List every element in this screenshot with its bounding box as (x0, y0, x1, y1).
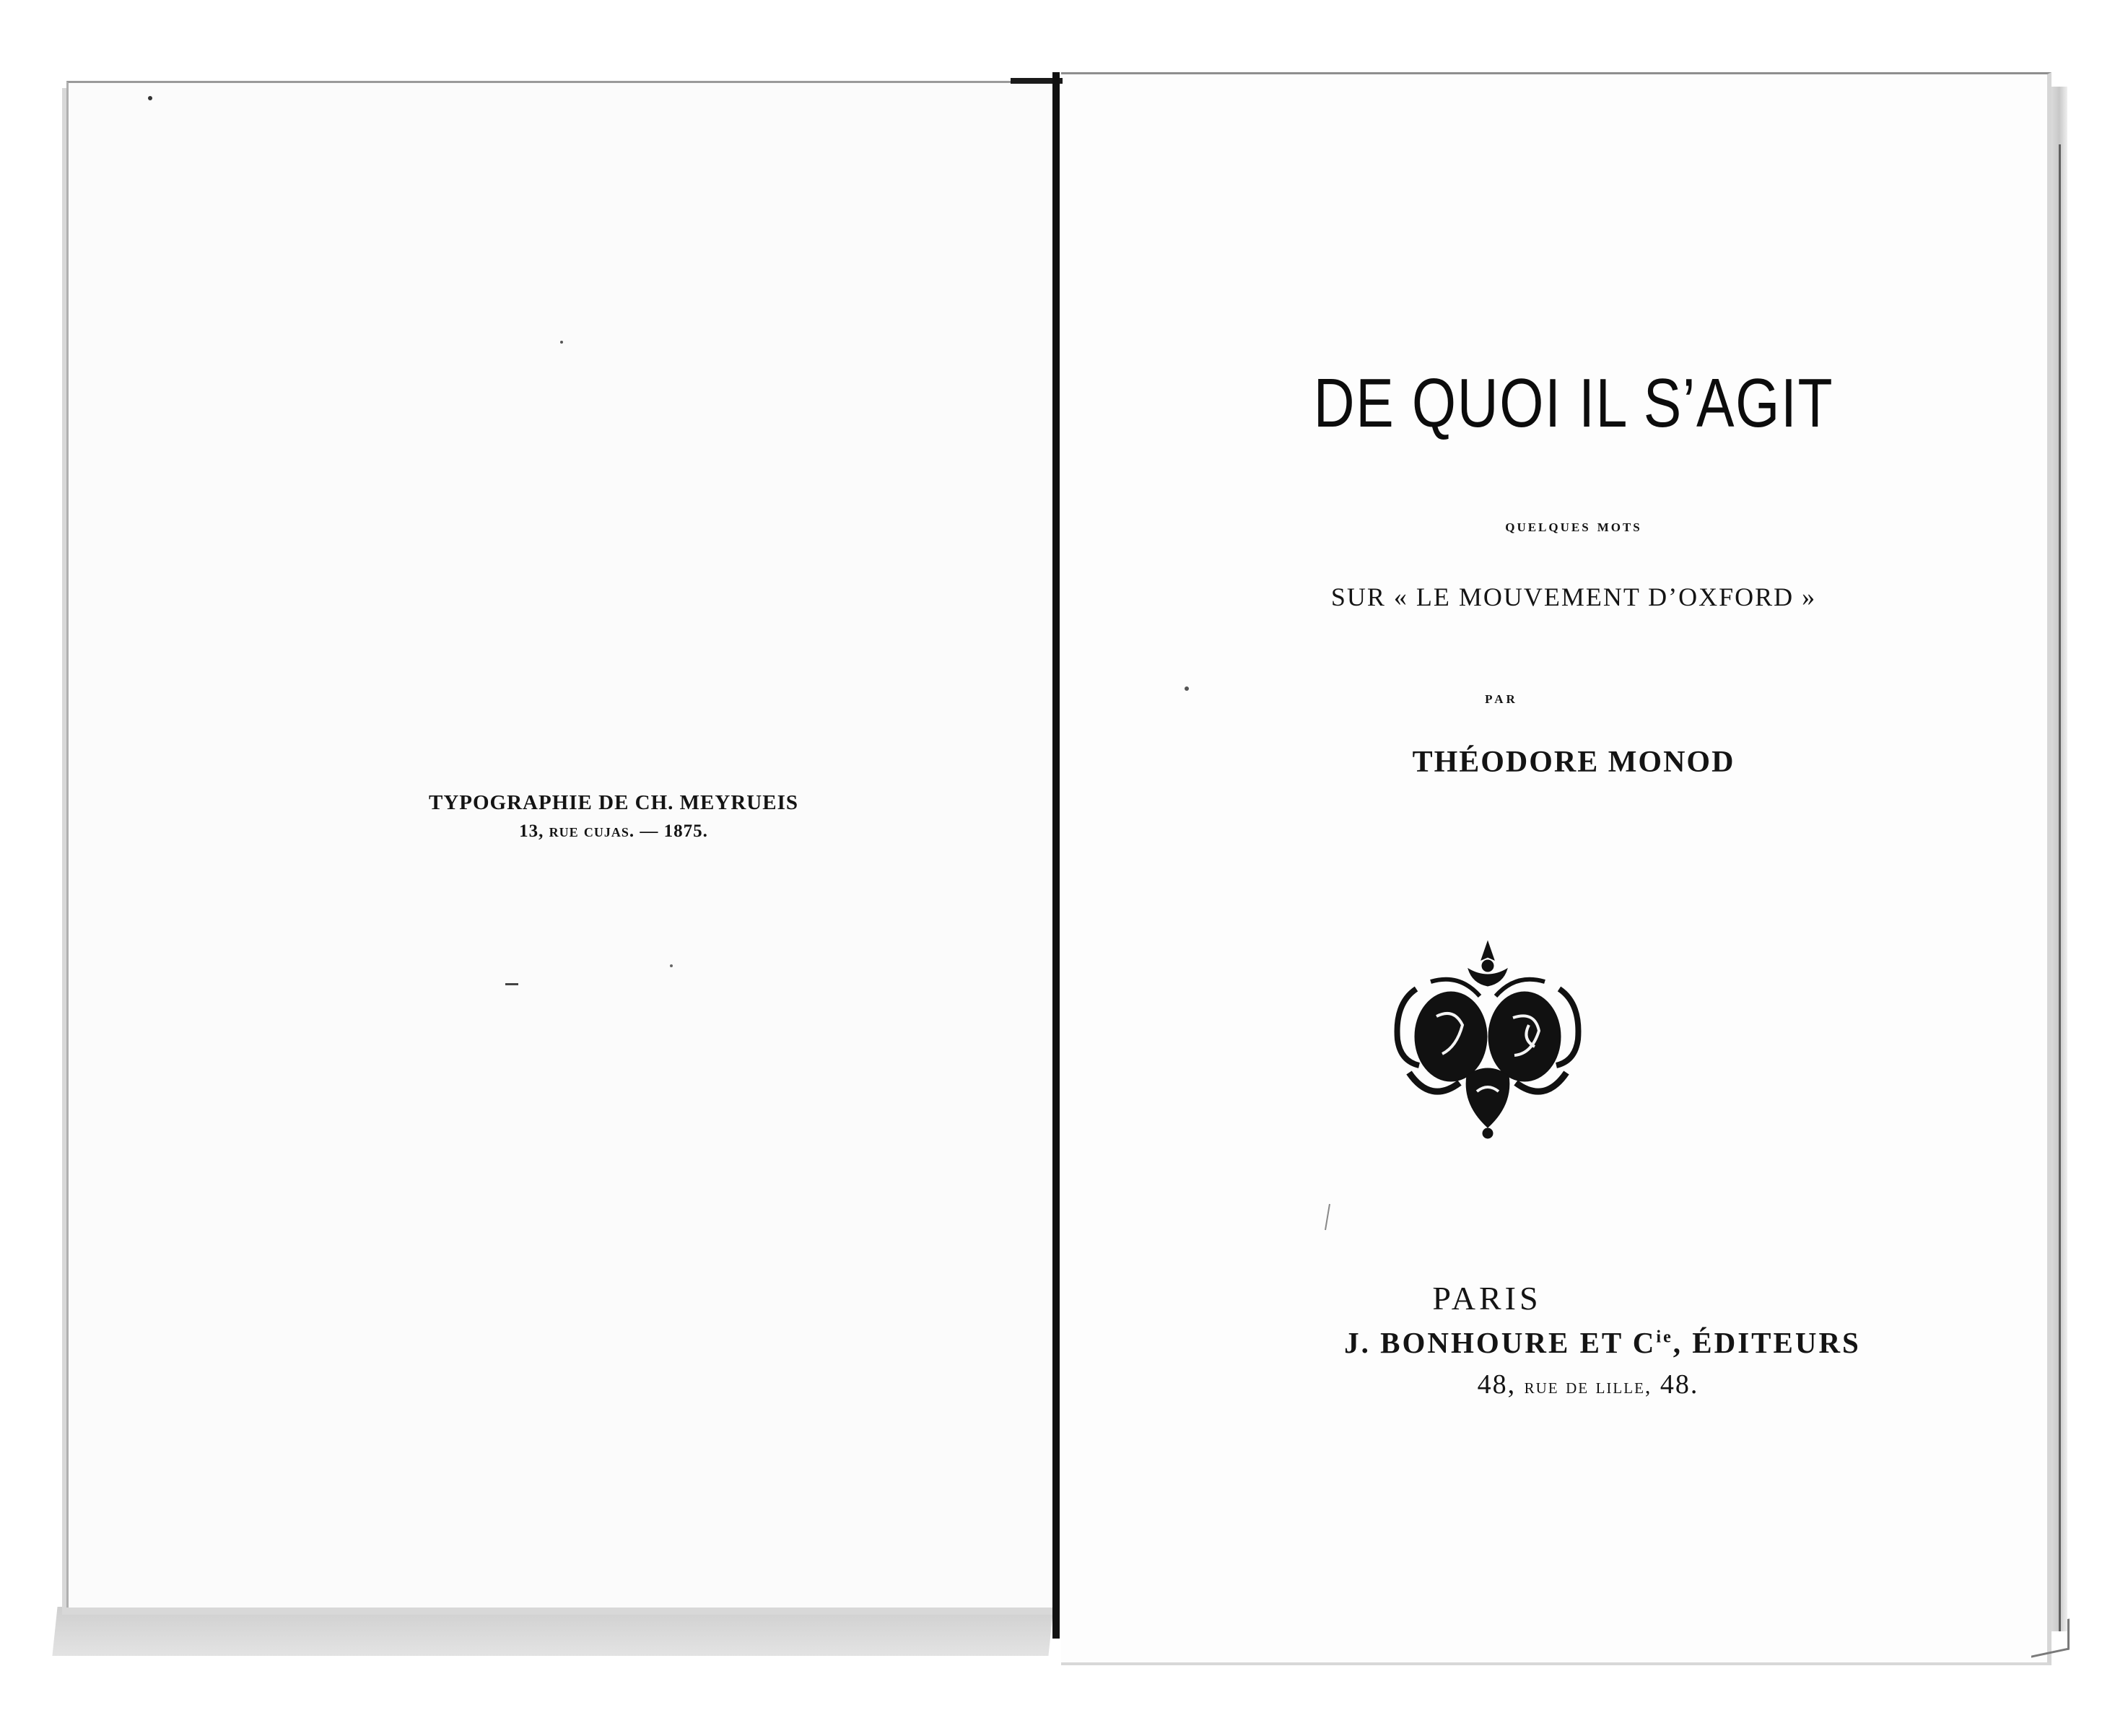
subtitle-line-1: quelques mots (1505, 517, 1642, 536)
address-street: rue de lille, (1524, 1374, 1652, 1398)
address-number-start: 48, (1477, 1369, 1517, 1400)
publisher-name-suffix: , ÉDITEURS (1673, 1326, 1861, 1359)
book-title: DE QUOI IL S’AGIT (1313, 365, 1834, 442)
publisher-name-main: J. BONHOURE ET C (1344, 1326, 1657, 1359)
imprint-city: PARIS (1432, 1280, 1542, 1317)
by-word: par (1485, 689, 1518, 707)
address-number-end: 48. (1660, 1369, 1699, 1400)
subtitle-line-2: SUR « LE MOUVEMENT D’OXFORD » (1330, 583, 1817, 611)
imprint-address-year: 13, rue cujas. — 1875. (519, 821, 708, 841)
author-name: THÉODORE MONOD (1412, 746, 1735, 779)
publisher-name-superscript: ie (1656, 1327, 1673, 1347)
imprint-printer: TYPOGRAPHIE DE CH. MEYRUEIS (429, 791, 798, 814)
